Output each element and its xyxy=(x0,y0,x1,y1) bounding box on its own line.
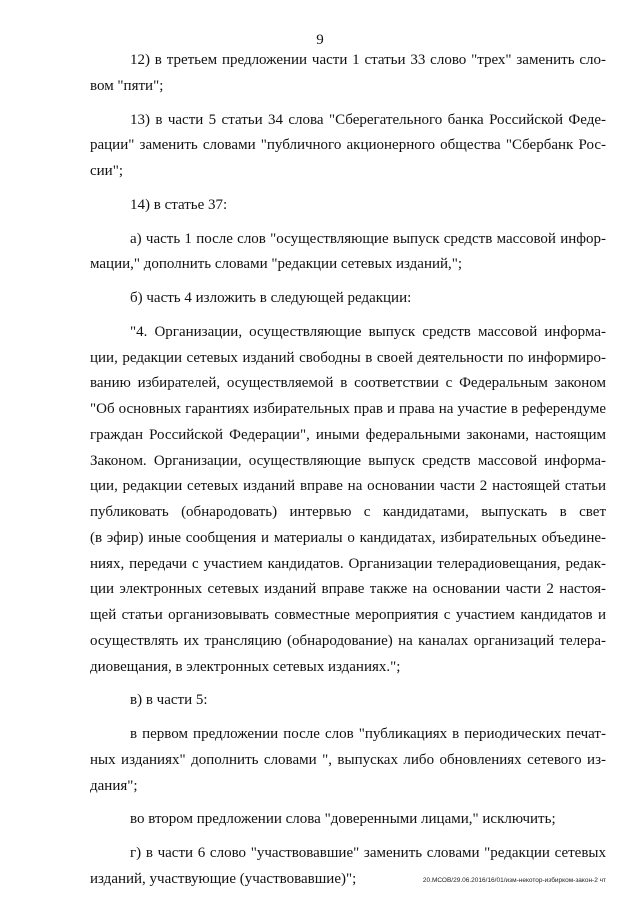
paragraph-gap xyxy=(90,100,606,108)
text-line: щей статьи организовывать совместные мероприятия с участием кандидатов и xyxy=(90,607,606,623)
text-line: 13) в части 5 статьи 34 слова "Сберегательного банка Российской Феде- xyxy=(130,111,606,128)
paragraph-gap xyxy=(90,312,606,320)
text-line: 12) в третьем предложении части 1 статьи 33 слово "трех" заменить сло- xyxy=(130,52,606,68)
text-line: в) в части 5: xyxy=(130,692,208,709)
page-number: 9 xyxy=(316,32,324,48)
text-line: 14) в статье 37: xyxy=(130,196,228,213)
text-line: публиковать (обнародовать) интервью с кандидатами, выпускать в свет xyxy=(90,504,606,520)
text-line: б) часть 4 изложить в следующей редакции: xyxy=(130,290,412,306)
text-line: рации" заменить словами "публичного акционерного общества "Сбербанк Рос- xyxy=(90,137,606,154)
text-line: "4. Организации, осуществляющие выпуск средств массовой информа- xyxy=(130,323,606,340)
text-line: дания"; xyxy=(90,777,138,794)
document-body xyxy=(90,48,606,893)
text-line: ции, редакции сетевых изданий свободны в своей деятельности по информиро- xyxy=(90,349,606,366)
paragraph-gap xyxy=(90,185,606,193)
text-line: изданий, участвующие (участвовавшие)"; xyxy=(90,870,357,887)
text-line: ции электронных сетевых изданий вправе также на основании части 2 настоя- xyxy=(90,581,606,598)
text-line: Законом. Организации, осуществляющие выпуск средств массовой информа- xyxy=(90,452,606,469)
paragraph-gap xyxy=(90,680,606,688)
paragraph-gap xyxy=(90,833,606,841)
text-line: в первом предложении после слов "публикациях в периодических печат- xyxy=(130,726,606,742)
text-line: а) часть 1 после слов "осуществляющие выпуск средств массовой инфор- xyxy=(130,230,606,247)
text-line: ванию избирателей, осуществляемой в соответствии с Федеральным законом xyxy=(90,375,606,392)
text-line: вом "пяти"; xyxy=(90,77,164,94)
text-line: мации," дополнить словами "редакции сетевых изданий,"; xyxy=(90,256,463,273)
text-line: ных изданиях" дополнить словами ", выпусках либо обновлениях сетевого из- xyxy=(90,751,606,768)
text-line: ции, редакции сетевых изданий вправе на основании части 2 настоящей статьи xyxy=(90,478,606,495)
text-line: граждан Российской Федерации", иными федеральными законами, настоящим xyxy=(90,426,606,443)
text-line: ниях, передачи с участием кандидатов. Организации телерадиовещания, редак- xyxy=(90,555,606,572)
text-line: диовещания, в электронных сетевых изданиях."; xyxy=(90,658,401,675)
text-line: "Об основных гарантиях избирательных прав и права на участие в референдуме xyxy=(90,401,606,417)
text-line: осуществлять их трансляцию (обнародование) на каналах организаций телера- xyxy=(90,632,606,649)
text-line: г) в части 6 слово "участвовавшие" заменить словами "редакции сетевых xyxy=(130,845,606,861)
text-line: во втором предложении слова "доверенными лицами," исключить; xyxy=(130,811,556,828)
paragraph-gap xyxy=(90,278,606,286)
text-line: сии"; xyxy=(90,163,124,179)
paragraph-gap xyxy=(90,714,606,722)
text-line: (в эфир) иные сообщения и материалы о кандидатах, избирательных объедине- xyxy=(90,529,606,546)
paragraph-gap xyxy=(90,799,606,807)
paragraph-gap xyxy=(90,219,606,227)
document-footer: 20.МСОВ/29.06.2016/16/01/изм-некотор-избирком-закон-2 чт xyxy=(422,877,606,884)
